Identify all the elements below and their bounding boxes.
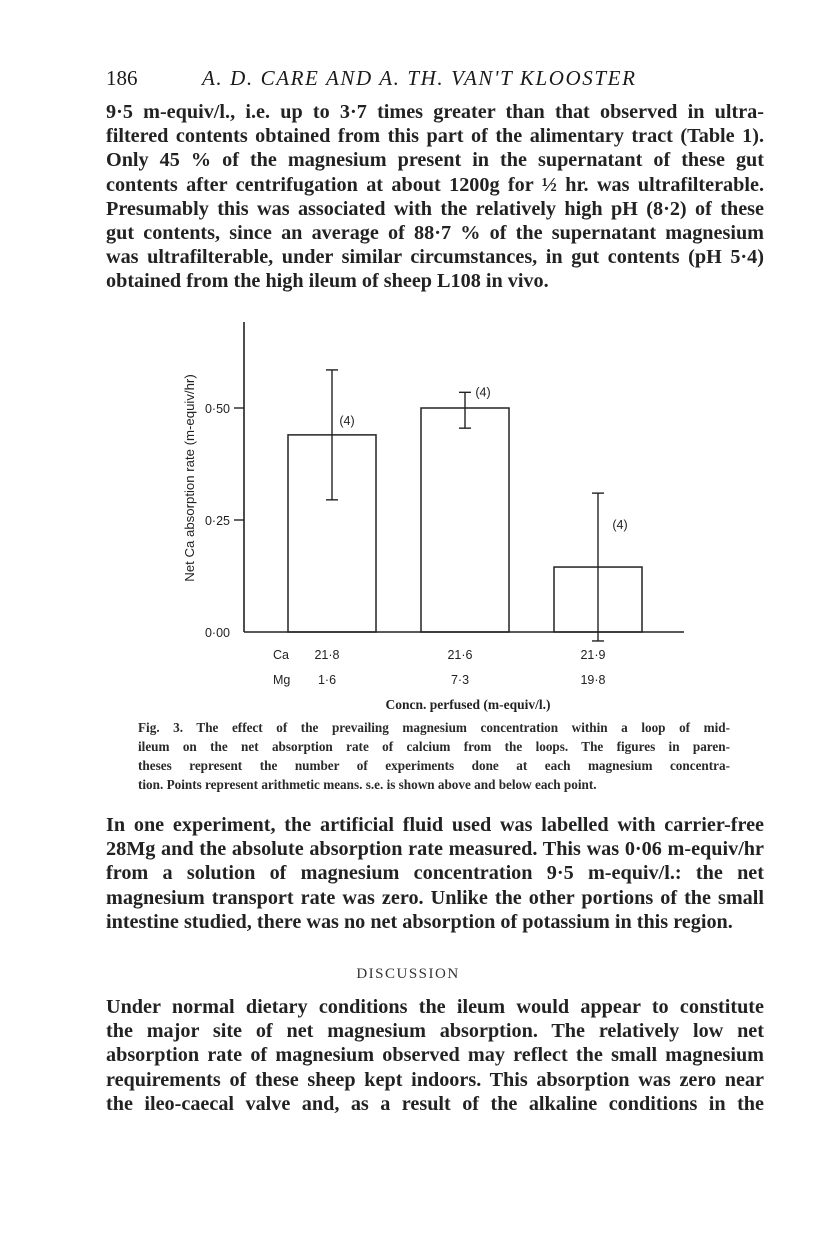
ca-value-label: 21·6 — [447, 648, 473, 662]
text-line: 28Mg and the absolute absorption rate measured. This was 0·06 m-equiv/hr — [106, 838, 764, 861]
section-heading-discussion: DISCUSSION — [356, 966, 460, 982]
figure-3-chart — [170, 318, 700, 718]
text-line: contents after centrifugation at about 1200g for ½ hr. was ultrafilterable. — [106, 173, 764, 196]
figure-caption — [138, 718, 730, 794]
row-label-mg: Mg — [273, 673, 291, 687]
text-line: was ultrafilterable, under similar circumstances, in gut contents (pH 5·4) — [106, 246, 764, 269]
x-axis-label: Concn. perfused (m-equiv/l.) — [385, 697, 551, 712]
n-label: (4) — [612, 517, 628, 532]
text-line: from a solution of magnesium concentration 9·5 m-equiv/l.: the net — [106, 862, 764, 885]
mg-value-label: 1·6 — [317, 673, 337, 687]
text-line: absorption rate of magnesium observed may reflect the small magnesium — [106, 1044, 764, 1067]
text-line: filtered contents obtained from this part of the alimentary tract (Table 1). — [106, 125, 764, 148]
paragraph-2 — [106, 813, 764, 934]
paragraph-3 — [106, 995, 764, 1116]
y-tick-label: 0·50 — [204, 402, 230, 416]
text-line: 9·5 m-equiv/l., i.e. up to 3·7 times greater than that observed in ultra- — [106, 101, 764, 123]
ca-value-label: 21·9 — [580, 648, 606, 662]
mg-value-label: 19·8 — [580, 673, 606, 687]
paragraph-1 — [106, 100, 764, 294]
page-header — [106, 66, 766, 96]
page-number: 186 — [106, 66, 138, 90]
text-line: intestine studied, there was no net absorption of potassium in this region. — [106, 910, 733, 933]
n-label: (4) — [475, 385, 491, 400]
mg-value-label: 7·3 — [450, 673, 470, 687]
text-line: magnesium transport rate was zero. Unlike the other portions of the small — [106, 886, 764, 909]
caption-line: tion. Points represent arithmetic means. s.e. is shown above and below each point. — [138, 777, 597, 792]
text-line: the ileo-caecal valve and, as a result of the alkaline conditions in the — [106, 1092, 764, 1115]
y-tick-label: 0·25 — [204, 514, 230, 528]
caption-line: Fig. 3. The effect of the prevailing magnesium concentration within a loop of mid- — [138, 720, 730, 735]
bar — [421, 408, 509, 632]
text-line: the major site of net magnesium absorption. The relatively low net — [106, 1020, 764, 1043]
text-line: Under normal dietary conditions the ileum would appear to constitute — [106, 996, 764, 1018]
text-line: obtained from the high ileum of sheep L108 in vivo. — [106, 270, 549, 293]
caption-line: theses represent the number of experiments done at each magnesium concentra- — [138, 758, 730, 773]
text-line: Presumably this was associated with the relatively high pH (8·2) of these — [106, 197, 764, 220]
y-axis-label: Net Ca absorption rate (m-equiv/hr) — [182, 374, 197, 582]
row-label-ca: Ca — [273, 648, 289, 662]
text-line: In one experiment, the artificial fluid used was labelled with carrier-free — [106, 814, 764, 836]
text-line: gut contents, since an average of 88·7 % of the supernatant magnesium — [106, 222, 764, 245]
caption-line: ileum on the net absorption rate of calcium from the loops. The figures in paren- — [138, 739, 730, 754]
text-line: Only 45 % of the magnesium present in the supernatant of these gut — [106, 149, 764, 172]
running-head: A. D. CARE AND A. TH. VAN'T KLOOSTER — [202, 66, 637, 90]
y-tick-label: 0·00 — [204, 626, 230, 640]
ca-value-label: 21·8 — [314, 648, 340, 662]
text-line: requirements of these sheep kept indoors. This absorption was zero near — [106, 1068, 764, 1091]
bar-chart — [170, 318, 700, 718]
n-label: (4) — [339, 413, 355, 428]
